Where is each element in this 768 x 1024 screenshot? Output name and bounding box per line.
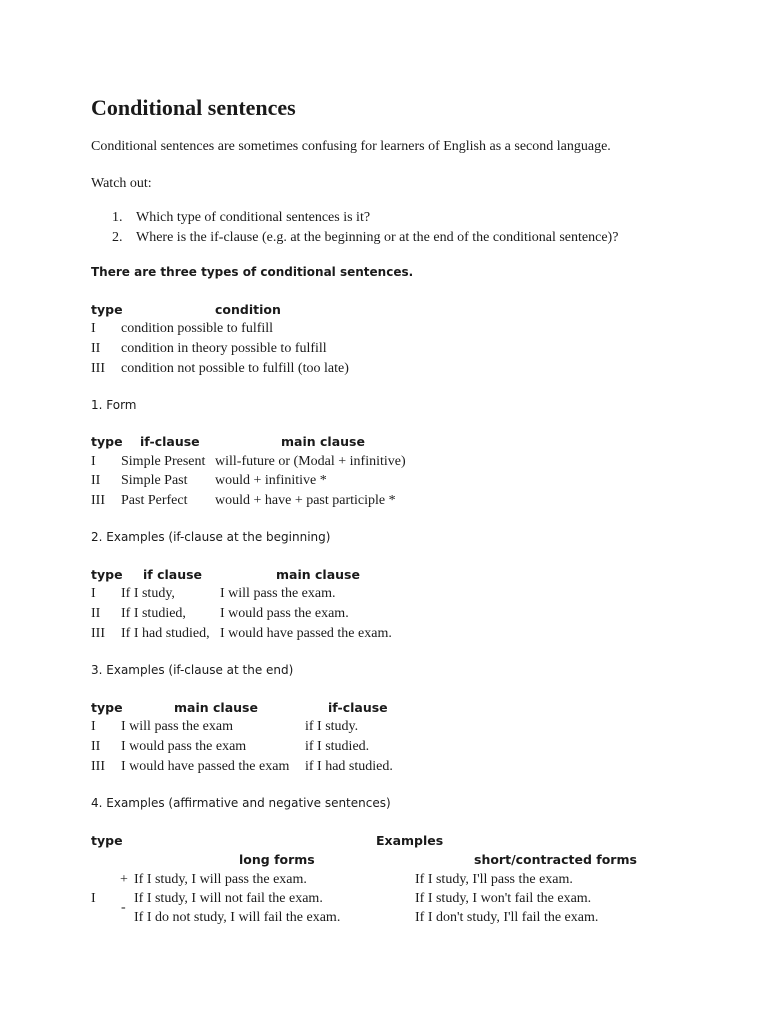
column-header-type: type bbox=[91, 833, 123, 848]
table-cell-main-clause: would + have + past participle * bbox=[215, 493, 396, 508]
list-item-text: Where is the if-clause (e.g. at the beginning or at the end of the conditional sentence)? bbox=[136, 230, 619, 245]
column-header-main-clause: main clause bbox=[281, 434, 365, 449]
table-cell-if-clause: if I studied. bbox=[305, 739, 370, 754]
column-header-if-clause: if clause bbox=[143, 567, 203, 582]
table-cell-type: II bbox=[91, 341, 101, 356]
column-header-if-clause: if-clause bbox=[328, 700, 388, 715]
table-cell-main-clause: I would pass the exam bbox=[121, 739, 247, 754]
column-header-long-forms: long forms bbox=[239, 852, 315, 867]
column-header-examples: Examples bbox=[376, 833, 444, 848]
table-cell-main-clause: I would have passed the exam. bbox=[220, 626, 392, 641]
list-number: 1. bbox=[112, 210, 123, 225]
table-cell-if-clause: Past Perfect bbox=[121, 493, 188, 508]
table-cell-condition: condition in theory possible to fulfill bbox=[121, 341, 327, 356]
watch-out-label: Watch out: bbox=[91, 176, 152, 191]
column-header-main-clause: main clause bbox=[276, 567, 360, 582]
table-cell-type: I bbox=[91, 586, 96, 601]
table-cell-if-clause: if I had studied. bbox=[305, 759, 393, 774]
section-heading-form: 1. Form bbox=[91, 398, 137, 412]
table-cell-if-clause: Simple Present bbox=[121, 454, 206, 469]
table-cell-short-form: If I don't study, I'll fail the exam. bbox=[415, 910, 599, 925]
column-header-type: type bbox=[91, 302, 123, 317]
table-cell-if-clause: If I study, bbox=[121, 586, 175, 601]
table-cell-type: III bbox=[91, 493, 105, 508]
column-header-if-clause: if-clause bbox=[140, 434, 200, 449]
table-cell-long-form: If I study, I will pass the exam. bbox=[134, 872, 307, 887]
column-header-condition: condition bbox=[215, 302, 281, 317]
affirmative-sign: + bbox=[120, 872, 128, 887]
table-cell-if-clause: if I study. bbox=[305, 719, 359, 734]
table-cell-type: II bbox=[91, 606, 101, 621]
table-cell-type: II bbox=[91, 739, 101, 754]
section-heading-affirmative-negative: 4. Examples (affirmative and negative sentences) bbox=[91, 796, 391, 810]
negative-sign: - bbox=[121, 900, 126, 915]
section-heading-examples-beginning: 2. Examples (if-clause at the beginning) bbox=[91, 530, 331, 544]
table-cell-type: I bbox=[91, 891, 96, 906]
table-cell-type: I bbox=[91, 719, 96, 734]
table-cell-main-clause: I will pass the exam. bbox=[220, 586, 336, 601]
table-cell-main-clause: will-future or (Modal + infinitive) bbox=[215, 454, 406, 469]
list-item-text: Which type of conditional sentences is it? bbox=[136, 210, 371, 225]
section-heading-examples-end: 3. Examples (if-clause at the end) bbox=[91, 663, 294, 677]
table-cell-main-clause: I would have passed the exam bbox=[121, 759, 290, 774]
column-header-type: type bbox=[91, 434, 123, 449]
table-cell-if-clause: If I had studied, bbox=[121, 626, 210, 641]
table-cell-main-clause: I would pass the exam. bbox=[220, 606, 349, 621]
table-cell-type: I bbox=[91, 454, 96, 469]
column-header-type: type bbox=[91, 567, 123, 582]
page-title: Conditional sentences bbox=[91, 95, 296, 120]
table-cell-if-clause: If I studied, bbox=[121, 606, 186, 621]
table-cell-type: I bbox=[91, 321, 96, 336]
table-cell-long-form: If I study, I will not fail the exam. bbox=[134, 891, 323, 906]
table-cell-condition: condition possible to fulfill bbox=[121, 321, 274, 336]
table-cell-type: III bbox=[91, 626, 105, 641]
table-cell-long-form: If I do not study, I will fail the exam. bbox=[134, 910, 341, 925]
column-header-type: type bbox=[91, 700, 123, 715]
table-cell-short-form: If I study, I'll pass the exam. bbox=[415, 872, 573, 887]
table-cell-type: III bbox=[91, 759, 105, 774]
table-cell-main-clause: would + infinitive * bbox=[215, 473, 327, 488]
table-cell-short-form: If I study, I won't fail the exam. bbox=[415, 891, 592, 906]
column-header-short-forms: short/contracted forms bbox=[474, 852, 637, 867]
table-cell-main-clause: I will pass the exam bbox=[121, 719, 233, 734]
table-cell-condition: condition not possible to fulfill (too late) bbox=[121, 361, 349, 376]
list-number: 2. bbox=[112, 230, 123, 245]
three-types-heading: There are three types of conditional sentences. bbox=[91, 265, 414, 279]
intro-paragraph: Conditional sentences are sometimes confusing for learners of English as a second language. bbox=[91, 139, 611, 154]
table-cell-if-clause: Simple Past bbox=[121, 473, 188, 488]
column-header-main-clause: main clause bbox=[174, 700, 258, 715]
table-cell-type: III bbox=[91, 361, 105, 376]
table-cell-type: II bbox=[91, 473, 101, 488]
